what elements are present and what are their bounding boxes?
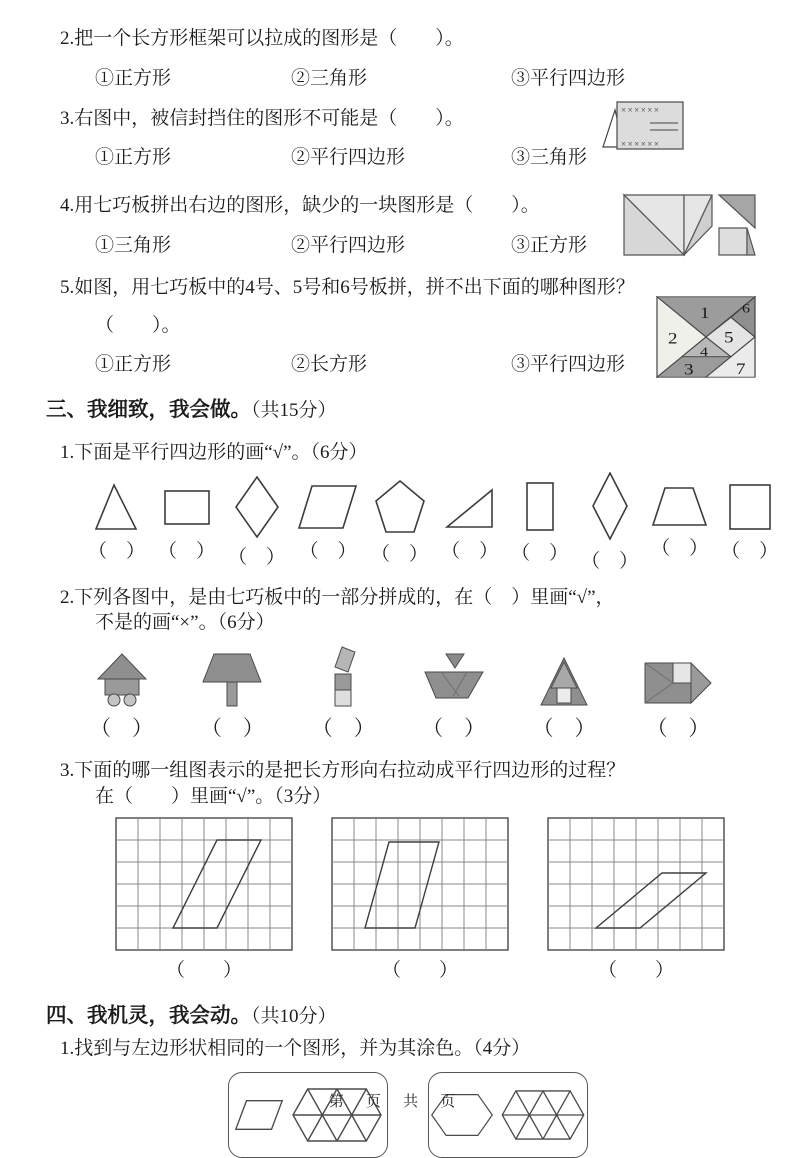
right-triangle-icon (445, 482, 495, 532)
figure-col (533, 656, 596, 742)
answer-blank: （ ） (597, 960, 674, 982)
question-2-text: 2.把一个长方形框架可以拉成的图形是（ ）。 (60, 28, 464, 49)
answer-blank: （ ） (511, 542, 569, 564)
answer-blank: （ ） (228, 546, 286, 568)
s3-q2-figures-row (90, 646, 713, 742)
match-box-left (228, 1072, 388, 1158)
svg-text:××××××: ×××××× (621, 139, 661, 149)
option: ③三角形 (511, 147, 588, 169)
rhombus-icon (591, 472, 629, 542)
answer-blank: （ ） (721, 540, 779, 562)
match-box-right (428, 1072, 588, 1158)
option: ②三角形 (291, 67, 368, 89)
svg-text:3: 3 (684, 361, 694, 378)
question-3-text: 3.右图中，被信封挡住的图形不可能是（ ）。 (60, 107, 464, 129)
figure-col (422, 652, 485, 742)
tangram-arrow-icon (643, 658, 713, 708)
svg-text:4: 4 (700, 345, 708, 360)
question-5-text: 5.如图，用七巧板中的4号、5号和6号板拼，拼不出下面的哪种图形？ (60, 276, 635, 298)
tangram-boat-icon (423, 652, 485, 708)
answer-blank: （ ） (371, 543, 429, 565)
grid-option-2 (331, 817, 509, 982)
tall-rectangle-icon (524, 480, 556, 534)
shape-col (651, 485, 708, 560)
svg-text:7: 7 (736, 360, 746, 378)
answer-blank: （ ） (158, 540, 216, 562)
grid-option-1 (115, 817, 293, 982)
option: ①正方形 (95, 67, 172, 89)
figure-col (200, 652, 264, 742)
svg-text:2: 2 (668, 330, 678, 348)
svg-text:1: 1 (700, 304, 710, 322)
s3-q3-line1: 3.下面的哪一组图表示的是把长方形向右拉动成平行四边形的过程？ (60, 760, 626, 782)
question-3-options (95, 142, 793, 169)
answer-blank: （ ） (88, 540, 146, 562)
answer-blank: （ ） (200, 716, 264, 741)
answer-blank: （ ） (441, 540, 499, 562)
svg-text:5: 5 (724, 329, 734, 347)
answer-blank: （ ） (651, 537, 709, 559)
square-icon (728, 482, 772, 532)
option: ②平行四边形 (291, 234, 406, 256)
grid-parallelogram-c (547, 817, 725, 951)
figure-col (90, 652, 153, 742)
option: ②长方形 (291, 354, 368, 376)
s3-q1-shapes-row (88, 472, 793, 573)
option: ①三角形 (95, 234, 172, 256)
answer-blank: （ ） (299, 540, 357, 562)
grid-parallelogram-b (331, 817, 509, 951)
numbered-tangram-square (656, 296, 756, 378)
option: ③平行四边形 (511, 354, 626, 376)
option: ①正方形 (95, 354, 172, 376)
section-3-heading: 三、我细致，我会做。（共15分） (46, 398, 337, 422)
shape-col (441, 482, 498, 563)
s4-q1-text: 1.找到与左边形状相同的一个图形，并为其涂色。（4分） (60, 1038, 531, 1060)
shape-col (721, 482, 778, 563)
option: ③正方形 (511, 234, 588, 256)
question-4-text: 4.用七巧板拼出右边的图形，缺少的一块图形是（ ）。 (60, 195, 540, 217)
s3-q3-grids-row (115, 817, 793, 982)
answer-blank: （ ） (165, 960, 242, 982)
tangram-house-icon (96, 652, 148, 708)
parallelogram-icon (298, 482, 358, 532)
option: ②平行四边形 (291, 147, 406, 169)
option: ①正方形 (95, 147, 172, 169)
figure-col (643, 658, 713, 742)
triangle-icon (94, 482, 140, 532)
answer-blank: （ ） (422, 716, 486, 741)
page-footer: 第 页 共 页 (328, 1093, 465, 1110)
s3-q1-text: 1.下面是平行四边形的画“√”。（6分） (60, 442, 368, 464)
answer-blank: （ ） (381, 960, 458, 982)
shape-col (511, 480, 568, 565)
envelope-hidden-shape-illustration (600, 97, 688, 155)
tangram-mountain-icon (539, 656, 589, 708)
section-4-heading: 四、我机灵，我会动。（共10分） (46, 1004, 337, 1028)
svg-text:××××××: ×××××× (621, 105, 661, 115)
s3-q2-line2: 不是的画“×”。（6分） (95, 612, 275, 634)
shape-col (88, 482, 145, 563)
s3-q2-line1: 2.下列各图中，是由七巧板中的一部分拼成的，在（ ）里画“√”， (60, 586, 615, 608)
rectangle-icon (163, 482, 211, 532)
tangram-candle-icon (329, 646, 357, 708)
shape-col (158, 482, 215, 563)
tangram-missing-piece-figure (622, 193, 758, 258)
s3-q3-line2: 在（ ）里画“√”。（3分） (95, 785, 332, 807)
diamond-icon (234, 476, 280, 538)
s4-q1-boxes-row (228, 1072, 793, 1158)
pentagon-icon (374, 479, 426, 535)
trapezoid-icon (652, 485, 708, 529)
shape-col (228, 476, 285, 569)
tangram-table-icon (200, 652, 264, 708)
answer-blank: （ ） (532, 716, 596, 741)
grid-option-3 (547, 817, 725, 982)
shape-col (298, 482, 358, 563)
answer-blank: （ ） (581, 550, 639, 572)
answer-blank: （ ） (646, 716, 710, 741)
answer-blank: （ ） (311, 716, 375, 741)
figure-col (312, 646, 375, 742)
grid-parallelogram-a (115, 817, 293, 951)
svg-text:6: 6 (742, 301, 750, 316)
question-5-blank: （ ）。 (95, 314, 181, 336)
shape-col (371, 479, 428, 566)
shape-col (581, 472, 638, 573)
question-2-options (95, 63, 793, 90)
option: ③平行四边形 (511, 67, 626, 89)
answer-blank: （ ） (90, 716, 153, 741)
